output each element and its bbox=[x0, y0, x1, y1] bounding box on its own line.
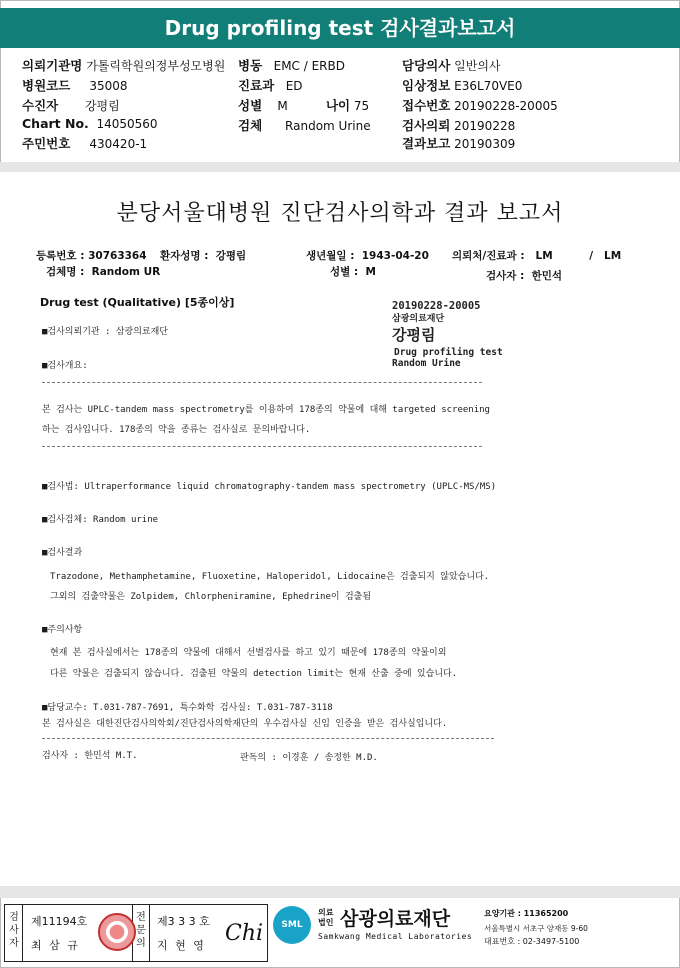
overview-line-1: 본 검사는 UPLC-tandem mass spectrometry를 이용하여 178종의 약물에 대해 targeted screening bbox=[42, 405, 490, 415]
scanned-report bbox=[0, 172, 680, 886]
info-sex-age: 성별 M 나이 75 bbox=[238, 98, 370, 113]
signature: Chi bbox=[225, 921, 264, 946]
license-1: 제11194호 bbox=[31, 915, 88, 928]
divider-band-bottom bbox=[0, 886, 680, 898]
qualitative-title: Drug test (Qualitative) [5종이상] bbox=[40, 296, 235, 309]
results-line-2: 그외의 검출약물은 Zolpidem, Chlorpheniramine, Ephedrine이 검출됨 bbox=[50, 592, 372, 602]
contact-line: ■담당교수: T.031-787-7691, 특수화학 검사실: T.031-787-3118 bbox=[42, 703, 333, 713]
accreditation-line: 본 검사실은 대한진단검사의학회/진단검사의학재단의 우수검사실 신임 인증을 받은 검사실입니다. bbox=[42, 719, 448, 729]
sign-examiner: 검사자 : 한민석 M.T. bbox=[42, 751, 138, 761]
org-name: 삼광의료재단 bbox=[340, 908, 451, 930]
field-specimen: 검체명 : Random UR bbox=[46, 266, 161, 278]
field-sex: 성별 : M bbox=[330, 266, 376, 278]
divider-band-top bbox=[0, 162, 680, 172]
org-phone: 대표번호 : 02-3497-5100 bbox=[484, 937, 580, 946]
field-reg-no: 등록번호 : 30763364 bbox=[36, 250, 147, 262]
section-caution: ■주의사항 bbox=[42, 625, 83, 635]
header-title: Drug profiling test 검사결과보고서 bbox=[164, 16, 516, 40]
dash-line-2 bbox=[42, 446, 482, 447]
signature-box bbox=[4, 904, 268, 962]
field-patient-name: 환자성명 : 강평림 bbox=[160, 250, 247, 262]
seal-stamp bbox=[98, 913, 136, 951]
report-title: 분당서울대병원 진단검사의학과 결과 보고서 bbox=[116, 201, 564, 226]
results-line-1: Trazodone, Methamphetamine, Fluoxetine, Haloperidol, Lidocaine은 검출되지 않았습니다. bbox=[50, 572, 490, 582]
info-doctor: 담당의사 일반의사 bbox=[402, 58, 501, 73]
footer bbox=[0, 898, 680, 968]
examiner-name: 최 삼 규 bbox=[31, 939, 80, 952]
section-requester: ■검사의뢰기관 : 삼광의료재단 bbox=[42, 327, 169, 337]
section-method: ■검사법: Ultraperformance liquid chromatography-tandem mass spectrometry (UPLC-MS/MS) bbox=[42, 482, 497, 492]
specimen-stamp: 20190228-20005 삼광의료재단 강평림 Drug profiling test Random Urine bbox=[392, 300, 503, 369]
label-specialist-vertical: 전 문 의 bbox=[136, 912, 146, 949]
caution-line-1: 현재 본 검사실에서는 178종의 약물에 대해서 선별검사를 하고 있기 때문에 178종의 약물이외 bbox=[50, 648, 447, 658]
info-resident-no: 주민번호 430420-1 bbox=[22, 136, 148, 151]
info-hospital-code: 병원코드 35008 bbox=[22, 78, 128, 93]
org-address: 서울특별시 서초구 양재동 9-60 bbox=[484, 924, 588, 933]
report-header bbox=[0, 8, 680, 48]
overview-line-2: 하는 검사입니다. 178종의 약을 종류는 검사실로 문의바랍니다. bbox=[42, 425, 311, 435]
info-specimen: 검체 Random Urine bbox=[238, 118, 371, 133]
section-overview: ■검사개요: bbox=[42, 361, 88, 371]
info-requester: 의뢰기관명 가톨릭학원의정부성모병원 bbox=[22, 58, 226, 73]
info-ward: 병동 EMC / ERBD bbox=[238, 58, 345, 73]
info-department: 진료과 ED bbox=[238, 78, 303, 93]
info-chart-no: Chart No. 14050560 bbox=[22, 116, 158, 131]
org-english: Samkwang Medical Laboratories bbox=[318, 932, 473, 941]
sign-reader: 판독의 : 이경훈 / 송정한 M.D. bbox=[240, 753, 378, 763]
section-results: ■검사결과 bbox=[42, 548, 83, 558]
field-dept: 의뢰처/진료과 : LM / LM bbox=[452, 250, 622, 262]
info-request-date: 검사의뢰 20190228 bbox=[402, 118, 516, 133]
org-code: 요양기관 : 11365200 bbox=[484, 909, 569, 918]
field-examiner: 검사자 : 한민석 bbox=[486, 270, 563, 282]
label-examiner-vertical: 검 사 자 bbox=[9, 912, 19, 949]
field-dob: 생년월일 : 1943-04-20 bbox=[306, 250, 429, 262]
org-type: 의료 법인 bbox=[318, 908, 334, 927]
info-patient: 수진자 강평림 bbox=[22, 98, 120, 113]
section-specimen: ■검사검체: Random urine bbox=[42, 515, 159, 525]
specialist-name: 지 현 영 bbox=[157, 939, 206, 952]
info-report-date: 결과보고 20190309 bbox=[402, 136, 516, 151]
sml-logo-icon: SML bbox=[273, 906, 311, 944]
info-receipt: 접수번호 20190228-20005 bbox=[402, 98, 558, 113]
caution-line-2: 다른 약물은 검출되지 않습니다. 검출된 약물의 detection limit는 현재 산출 중에 있습니다. bbox=[50, 669, 458, 679]
info-clinical: 임상정보 E36L70VE0 bbox=[402, 78, 523, 93]
dash-line-3 bbox=[42, 738, 494, 739]
license-2: 제3 3 3 호 bbox=[157, 915, 210, 928]
dash-line-1 bbox=[42, 382, 482, 383]
